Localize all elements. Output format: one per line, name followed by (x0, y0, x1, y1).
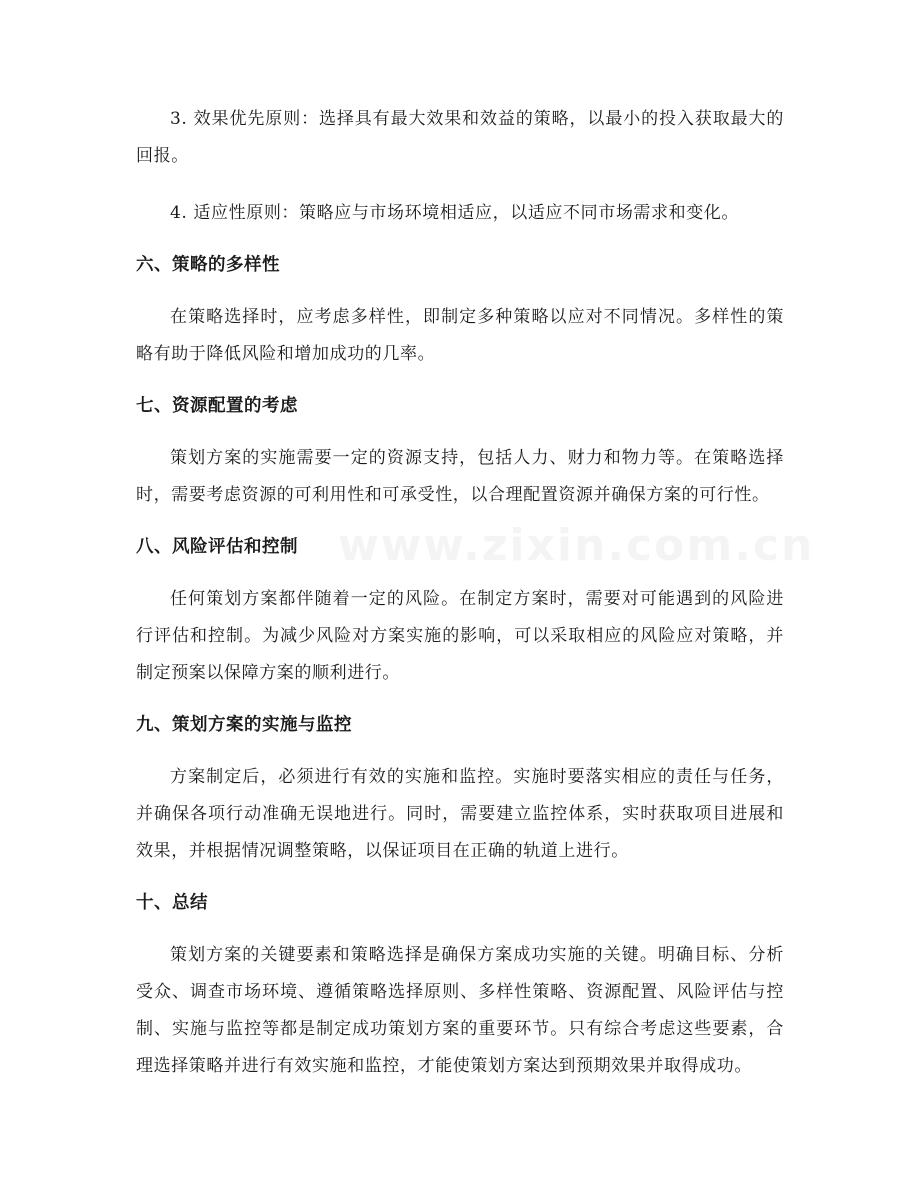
section-body-7: 策划方案的实施需要一定的资源支持，包括人力、财力和物力等。在策略选择时，需要考虑资源的可利用性和可承受性，以合理配置资源并确保方案的可行性。 (136, 448, 784, 505)
paragraph-principle-3: 3. 效果优先原则：选择具有最大效果和效益的策略，以最小的投入获取最大的回报。 (136, 109, 784, 166)
section-heading-8: 八、风险评估和控制 (136, 537, 298, 557)
section-heading-6: 六、策略的多样性 (136, 255, 280, 275)
section-body-6: 在策略选择时，应考虑多样性，即制定多种策略以应对不同情况。多样性的策略有助于降低风险和增加成功的几率。 (136, 307, 784, 364)
section-body-9: 方案制定后，必须进行有效的实施和监控。实施时要落实相应的责任与任务，并确保各项行动准确无误地进行。同时，需要建立监控体系，实时获取项目进展和效果，并根据情况调整策略，以保证项目在正确的轨道上进行。 (136, 767, 784, 861)
section-heading-10: 十、总结 (136, 893, 208, 913)
section-heading-9: 九、策划方案的实施与监控 (136, 715, 352, 735)
document-body (136, 101, 784, 1085)
section-heading-7: 七、资源配置的考虑 (136, 396, 298, 416)
watermark: www.zixin.com.cn (338, 520, 815, 571)
section-body-8: 任何策划方案都伴随着一定的风险。在制定方案时，需要对可能遇到的风险进行评估和控制。为减少风险对方案实施的影响，可以采取相应的风险应对策略，并制定预案以保障方案的顺利进行。 (136, 589, 784, 683)
paragraph-principle-4: 4. 适应性原则：策略应与市场环境相适应，以适应不同市场需求和变化。 (170, 203, 740, 223)
section-body-10: 策划方案的关键要素和策略选择是确保方案成功实施的关键。明确目标、分析受众、调查市场环境、遵循策略选择原则、多样性策略、资源配置、风险评估与控制、实施与监控等都是制定成功策划方案的重要环节。只有综合考虑这些要素，合理选择策略并进行有效实施和监控，才能使策划方案达到预期效果并取得成功。 (136, 945, 784, 1076)
